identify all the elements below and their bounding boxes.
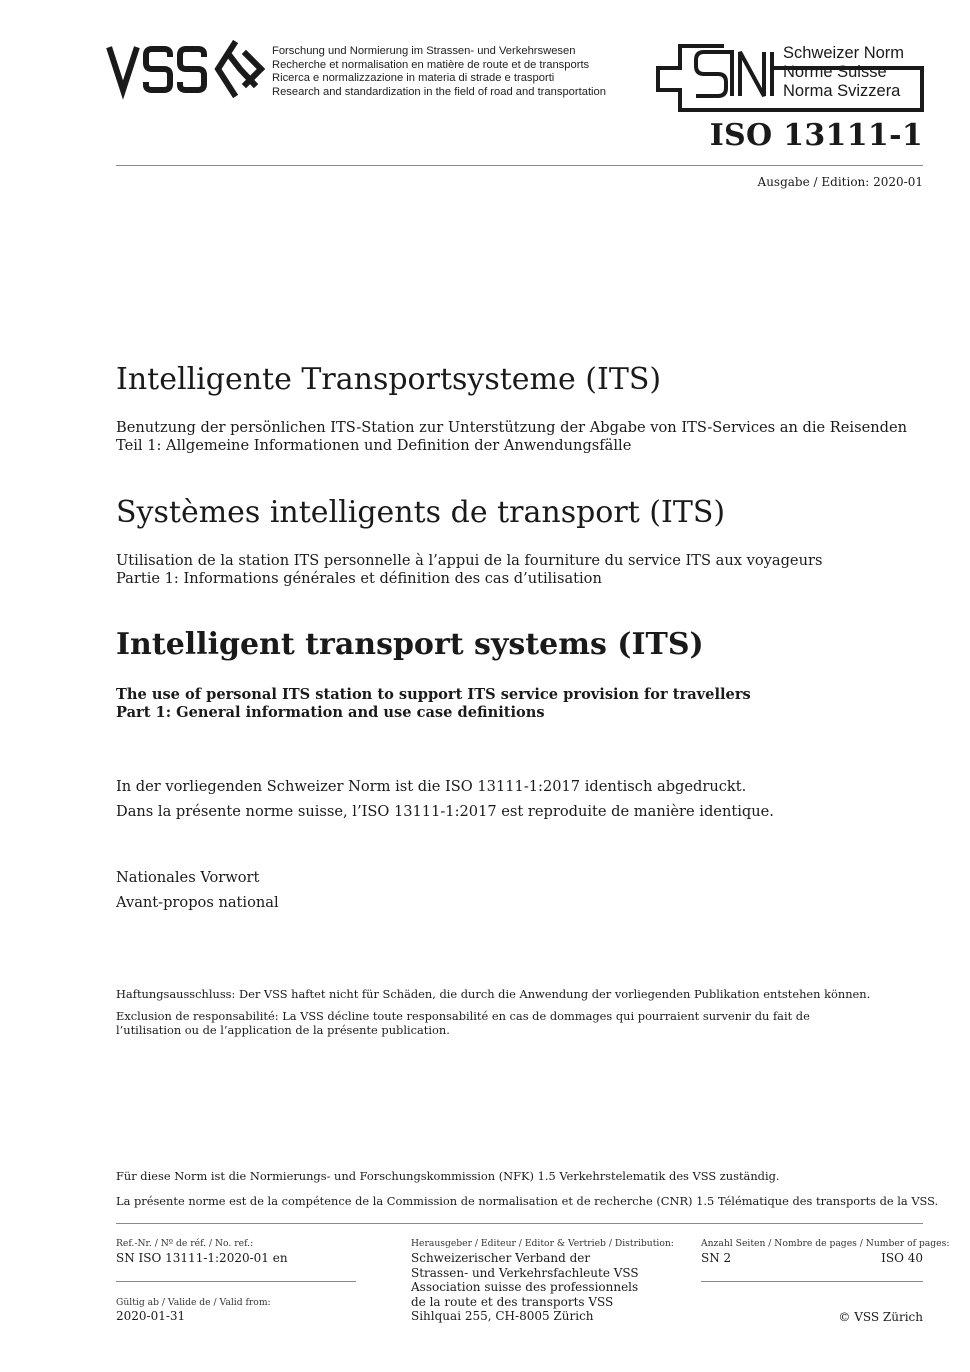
adoption-statement-german: In der vorliegenden Schweizer Norm ist die ISO 13111-1:2017 identisch abgedruckt. — [116, 778, 747, 795]
page-count-label: Anzahl Seiten / Nombre de pages / Number of pages: — [701, 1238, 950, 1249]
publisher-line: Strassen- und Verkehrsfachleute VSS — [411, 1265, 639, 1280]
tagline-line-de: Forschung und Normierung im Strassen- und Verkehrswesen — [272, 45, 576, 57]
reference-number-value: SN ISO 13111-1:2020-01 en — [116, 1251, 288, 1265]
subtitle-french — [116, 552, 822, 588]
footer-column-divider — [116, 1281, 356, 1282]
foreword-heading-german: Nationales Vorwort — [116, 869, 260, 886]
foreword-heading-french: Avant-propos national — [116, 894, 279, 911]
copyright-notice: © VSS Zürich — [838, 1310, 923, 1324]
subtitle-german-line: Teil 1: Allgemeine Informationen und Definition der Anwendungsfälle — [116, 437, 632, 454]
document-number: ISO 13111-1 — [709, 118, 923, 153]
tagline-line-fr: Recherche et normalisation en matière de route et de transports — [272, 58, 590, 71]
subtitle-english-line: Part 1: General information and use case definitions — [116, 704, 545, 721]
publisher-line: Association suisse des professionnels — [411, 1280, 639, 1295]
subtitle-french-line: Partie 1: Informations générales et définition des cas d’utilisation — [116, 570, 602, 587]
footer-column-divider — [701, 1281, 923, 1282]
title-german: Intelligente Transportsysteme (ITS) — [116, 362, 662, 397]
title-french: Systèmes intelligents de transport (ITS) — [116, 495, 726, 530]
page-count-sn: SN 2 — [701, 1251, 732, 1265]
valid-from-label: Gültig ab / Valide de / Valid from: — [116, 1297, 271, 1308]
sn-label-fr: Norme Suisse — [783, 63, 887, 81]
valid-from-value: 2020-01-31 — [116, 1309, 186, 1323]
commission-statement-french: La présente norme est de la compétence de la Commission de normalisation et de recherche (CNR) 1.5 Télématique des transports de la VSS. — [116, 1194, 939, 1208]
sn-label-it: Norma Svizzera — [783, 82, 901, 100]
adoption-statement-french: Dans la présente norme suisse, l’ISO 13111-1:2017 est reproduite de manière identique. — [116, 803, 774, 820]
subtitle-german-line: Benutzung der persönlichen ITS-Station zur Unterstützung der Abgabe von ITS-Services an die Reisenden — [116, 419, 907, 436]
disclaimer-german: Haftungsausschluss: Der VSS haftet nicht für Schäden, die durch die Anwendung der vorliegenden Publikation entstehen können. — [116, 987, 871, 1001]
subtitle-german — [116, 419, 907, 455]
footer-divider — [116, 1223, 923, 1224]
reference-number-label: Ref.-Nr. / Nº de réf. / No. ref.: — [116, 1238, 254, 1249]
edition-date: Ausgabe / Edition: 2020-01 — [757, 175, 923, 189]
subtitle-english — [116, 686, 751, 722]
commission-statement-german: Für diese Norm ist die Normierungs- und Forschungskommission (NFK) 1.5 Verkehrstelematik des VSS zuständig. — [116, 1169, 780, 1183]
tagline-line-en: Research and standardization in the field of road and transportation — [272, 85, 606, 98]
publisher-address — [411, 1251, 639, 1324]
subtitle-french-line: Utilisation de la station ITS personnelle à l’appui de la fourniture du service ITS aux voyageurs — [116, 552, 823, 569]
vss-logo — [106, 40, 266, 100]
publisher-line: de la route et des transports VSS — [411, 1294, 614, 1309]
disclaimer-french: Exclusion de responsabilité: La VSS décline toute responsabilité en cas de dommages qui pourraient survenir du fait de l’utilisation ou de l’application de la présente publication. — [116, 1009, 810, 1037]
subtitle-english-line: The use of personal ITS station to support ITS service provision for travellers — [116, 686, 751, 703]
page-count-iso: ISO 40 — [881, 1251, 923, 1265]
header-divider — [116, 165, 923, 166]
title-english: Intelligent transport systems (ITS) — [116, 627, 704, 662]
sn-label-de: Schweizer Norm — [783, 44, 905, 62]
sn-labels — [783, 44, 904, 101]
publisher-line: Sihlquai 255, CH-8005 Zürich — [411, 1309, 594, 1324]
publisher-line: Schweizerischer Verband der — [411, 1251, 591, 1265]
tagline-line-it: Ricerca e normalizzazione in materia di strade e trasporti — [272, 72, 555, 85]
vss-tagline — [272, 45, 606, 99]
publisher-label: Herausgeber / Editeur / Editor & Vertrieb / Distribution: — [411, 1238, 674, 1249]
